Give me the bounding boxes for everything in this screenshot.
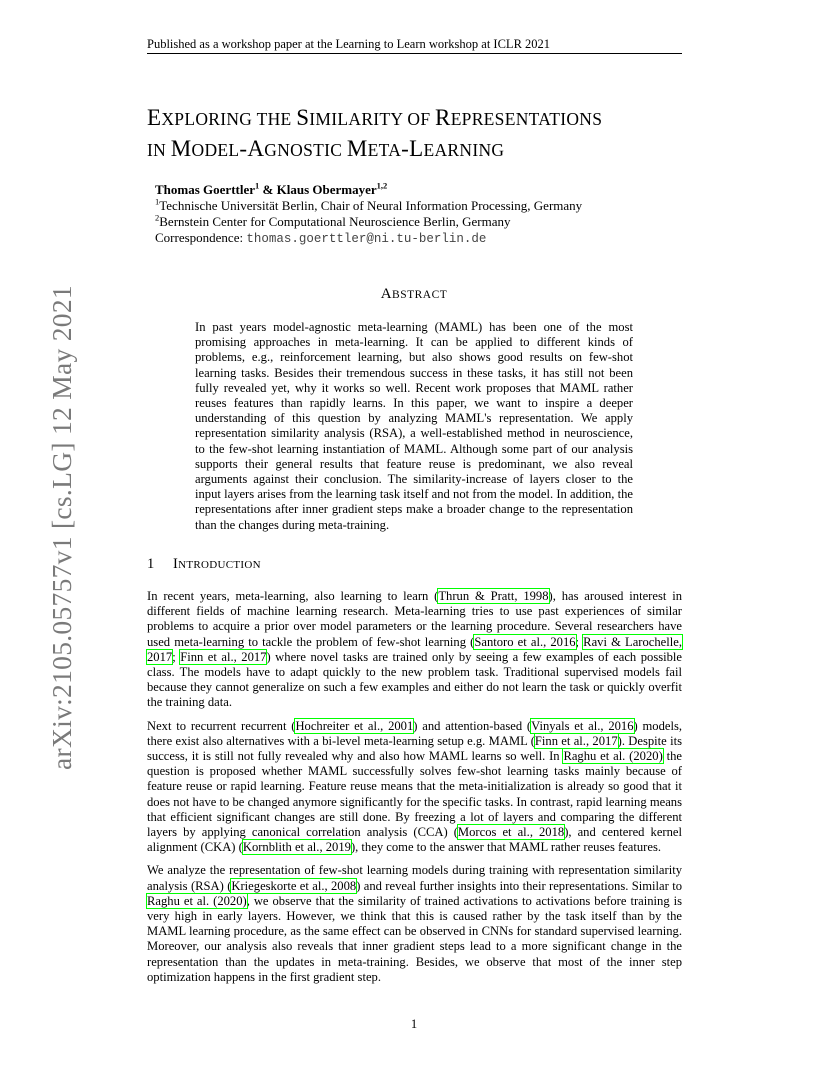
author-name: Thomas Goerttler xyxy=(155,182,256,197)
heading-capital: A xyxy=(380,286,393,302)
heading-capital: I xyxy=(173,556,179,572)
title-smallcaps: EPRESENTATIONS xyxy=(450,109,603,129)
paper-title xyxy=(147,103,707,165)
arxiv-identifier[interactable]: arXiv:2105.05757v1 [cs.LG] 12 May 2021 xyxy=(46,285,77,770)
title-smallcaps: IMILARITY OF xyxy=(309,109,436,129)
heading-smallcaps: BSTRACT xyxy=(392,289,448,301)
section-heading-introduction xyxy=(147,556,682,573)
author-separator: & xyxy=(259,182,277,197)
body-text xyxy=(147,589,682,993)
abstract-text: In past years model-agnostic meta-learning (MAML) has been one of the most promising approaches in meta-learning. It can be applied to different kinds of problems, e.g., reinforcement learning, but also shows good results on few-shot learning tasks. Besides their tremendous success in these tasks, it has still not been fully revealed yet, why it works so well. Recent work proposes that MAML rather reuses features than rapidly learns. In this paper, we want to inspire a deeper understanding of this question by analyzing MAML's representation. We apply representation similarity analysis (RSA), a well-established method in neuroscience, to the few-shot learning instantiation of MAML. Although some part of our analysis supports their general results that feature reuse is predominant, we also reveal arguments against their conclusion. The similarity-increase of layers closer to the input layers arises from the learning task itself and not from the model. In addition, the representations after inner gradient steps make a broader change to the representation than the changes during meta-training. xyxy=(195,320,633,532)
header-rule xyxy=(147,53,682,54)
text-run: ; xyxy=(575,634,584,649)
citation-link[interactable]: Finn et al., 2017 xyxy=(534,733,618,748)
text-run: ), has aroused interest in different fields of machine learning research. Meta-learning tries to use past experiences of similar problems to acquire a prior over model parameters or the learning procedure. Several researchers have used meta-learning to tackle the problem of few-shot learning ( xyxy=(147,589,682,649)
text-run: ) and reveal further insights into their representations. Similar to xyxy=(356,878,683,893)
text-run: ; xyxy=(172,649,181,664)
title-line-2 xyxy=(147,134,707,165)
title-capital: -L xyxy=(401,136,424,161)
affiliation-marker: 1,2 xyxy=(376,180,388,191)
citation-link[interactable]: Raghu et al. (2020) xyxy=(563,749,663,764)
citation-link[interactable]: Kriegeskorte et al., 2008 xyxy=(231,878,357,893)
citation-link[interactable]: Morcos et al., 2018 xyxy=(457,825,565,840)
title-smallcaps: ODEL xyxy=(191,140,240,160)
text-run: We analyze the representation of few-shot learning models during training with representation similarity analysis (RSA) ( xyxy=(147,863,682,893)
abstract-heading xyxy=(0,286,828,303)
citation-link[interactable]: Hochreiter et al., 2001 xyxy=(295,718,414,733)
title-smallcaps: IN xyxy=(147,140,171,160)
affiliation-marker: 1 xyxy=(155,196,160,207)
text-run: ). Despite its success, it is still not fully revealed why and also how MAML learns so well. In xyxy=(147,733,682,764)
correspondence-line xyxy=(155,230,675,247)
citation-link[interactable]: Vinyals et al., 2016 xyxy=(531,718,634,733)
page-number: 1 xyxy=(410,1017,418,1031)
affiliation-text: Technische Universität Berlin, Chair of Neural Information Processing, Germany xyxy=(159,198,583,213)
title-capital: S xyxy=(296,105,310,130)
citation-link[interactable]: Raghu et al. (2020) xyxy=(147,893,247,908)
title-capital: M xyxy=(346,136,368,161)
running-header: Published as a workshop paper at the Learning to Learn workshop at ICLR 2021 xyxy=(147,37,551,51)
citation-link[interactable]: Thrun & Pratt, 1998 xyxy=(438,589,549,603)
text-run: the question is proposed whether MAML successfully solves few-shot learning tasks mainly because of feature reuse or rapid learning. Feature reuse means that the meta-initialization is already so good that it does not have to be changed anymore significantly for the specific tasks. In contrast, rapid learning means that efficient significant changes are still done. By freezing a lot of layers and comparing the different layers by applying canonical correlation analysis (CCA) ( xyxy=(147,749,682,840)
paragraph xyxy=(147,719,682,856)
text-run: , we observe that the similarity of trained activations to activations before training is very high in early layers. However, we think that this is caused rather by the task itself than by the MAML learning procedure, as the same effect can be observed in CNNs for standard supervised learning. Moreover, our analysis also reveals that inner gradient steps lead to a more significant change in the representation than the updates in meta-training. Besides, we observe that most of the inner step optimization happens in the first gradient step. xyxy=(147,893,682,984)
correspondence-label: Correspondence: xyxy=(155,230,247,245)
email-link[interactable]: thomas.goerttler@ni.tu-berlin.de xyxy=(246,232,487,246)
author-name: Klaus Obermayer xyxy=(276,182,377,197)
title-capital: -A xyxy=(239,136,265,161)
title-capital: M xyxy=(170,136,192,161)
affiliation-marker: 1 xyxy=(255,180,260,191)
citation-link[interactable]: Kornblith et al., 2019 xyxy=(242,840,351,855)
text-run: ) where novel tasks are trained only by seeing a few examples of each possible class. The models have to adapt quickly to the new problem task. Traditional supervised models fail because they cannot generalize on such a few examples and either do not learn the task or quickly overfit the training data. xyxy=(147,649,683,710)
text-run: ) models, there exist also alternatives with a bi-level meta-learning setup e.g. MAML ( xyxy=(147,718,683,748)
title-smallcaps: ETA xyxy=(367,140,402,160)
text-run: In recent years, meta-learning, also learning to learn ( xyxy=(147,589,439,603)
affiliation-line xyxy=(155,198,675,214)
citation-link[interactable]: Finn et al., 2017 xyxy=(180,649,267,664)
affiliation-line xyxy=(155,214,675,230)
section-number: 1 xyxy=(147,556,155,572)
citation-link[interactable]: Santoro et al., 2016 xyxy=(474,634,576,649)
heading-smallcaps: NTRODUCTION xyxy=(178,559,261,571)
title-capital: R xyxy=(435,105,451,130)
text-run: Next to recurrent recurrent ( xyxy=(147,718,296,733)
text-run: ) and attention-based ( xyxy=(413,718,532,733)
affiliation-text: Bernstein Center for Computational Neuroscience Berlin, Germany xyxy=(159,214,511,229)
title-smallcaps: XPLORING THE xyxy=(161,109,297,129)
paragraph xyxy=(147,589,682,711)
title-smallcaps: GNOSTIC xyxy=(264,140,347,160)
title-line-1 xyxy=(147,103,707,134)
title-capital: E xyxy=(147,105,162,130)
author-names xyxy=(155,182,675,198)
paragraph xyxy=(147,863,682,985)
affiliation-marker: 2 xyxy=(155,212,160,223)
author-block xyxy=(155,182,675,247)
citation-link[interactable]: Ravi & Larochelle, 2017 xyxy=(147,634,682,664)
title-smallcaps: EARNING xyxy=(423,140,505,160)
text-run: ), and centered kernel alignment (CKA) ( xyxy=(147,825,682,855)
text-run: ), they come to the answer that MAML rather reuses features. xyxy=(350,840,662,855)
